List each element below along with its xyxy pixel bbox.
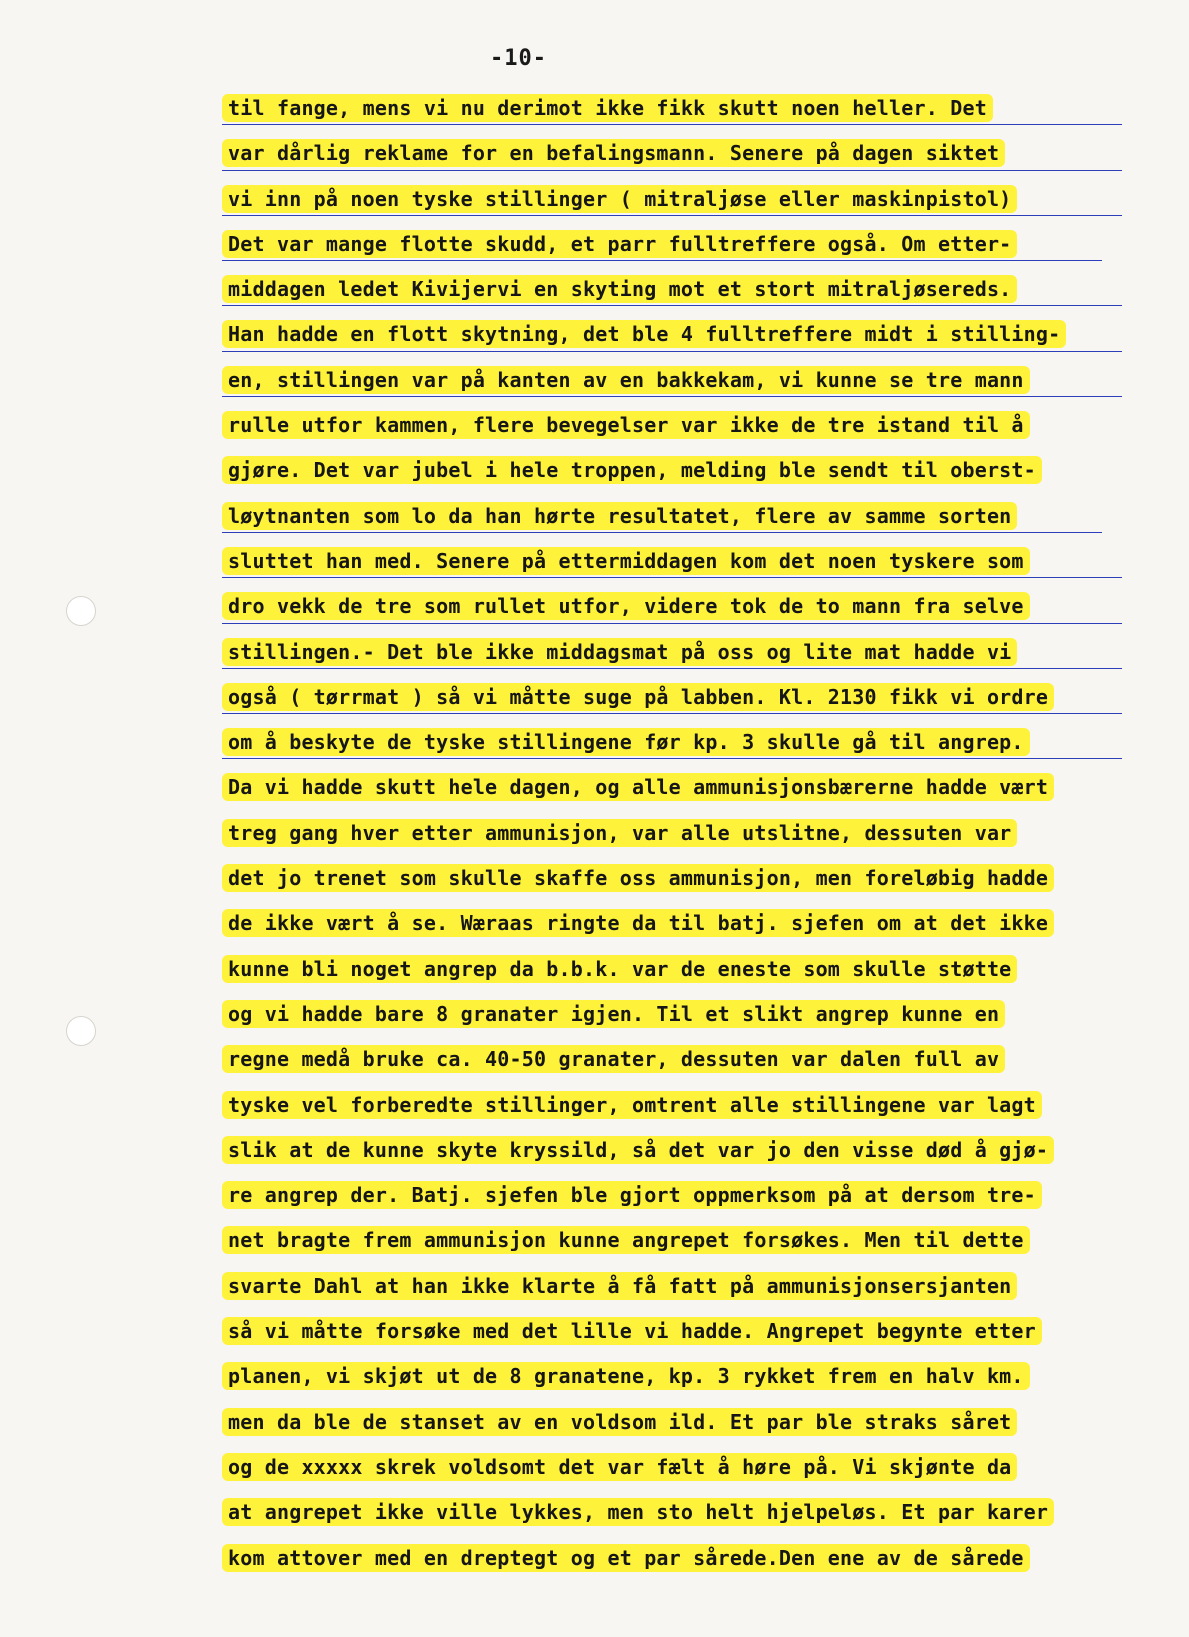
- text-line: Da vi hadde skutt hele dagen, og alle ammunisjonsbærerne hadde vært: [222, 765, 1162, 810]
- text-line: vi inn på noen tyske stillinger ( mitraljøse eller maskinpistol): [222, 177, 1162, 222]
- typed-text-body: [222, 86, 1162, 1581]
- text-line: dro vekk de tre som rullet utfor, videre tok de to mann fra selve: [222, 584, 1162, 629]
- text-line: planen, vi skjøt ut de 8 granatene, kp. 3 rykket frem en halv km.: [222, 1354, 1162, 1399]
- text-line: treg gang hver etter ammunisjon, var alle utslitne, dessuten var: [222, 811, 1162, 856]
- text-line: svarte Dahl at han ikke klarte å få fatt på ammunisjonsersjanten: [222, 1264, 1162, 1309]
- text-line: også ( tørrmat ) så vi måtte suge på labben. Kl. 2130 fikk vi ordre: [222, 675, 1162, 720]
- text-line: men da ble de stanset av en voldsom ild. Et par ble straks såret: [222, 1400, 1162, 1445]
- text-line: net bragte frem ammunisjon kunne angrepet forsøkes. Men til dette: [222, 1218, 1162, 1263]
- text-line: kunne bli noget angrep da b.b.k. var de eneste som skulle støtte: [222, 947, 1162, 992]
- text-line: regne medå bruke ca. 40-50 granater, dessuten var dalen full av: [222, 1037, 1162, 1082]
- text-line: Han hadde en flott skytning, det ble 4 fulltreffere midt i stilling-: [222, 312, 1162, 357]
- text-line: en, stillingen var på kanten av en bakkekam, vi kunne se tre mann: [222, 358, 1162, 403]
- text-line: re angrep der. Batj. sjefen ble gjort oppmerksom på at dersom tre-: [222, 1173, 1162, 1218]
- text-line: at angrepet ikke ville lykkes, men sto helt hjelpeløs. Et par karer: [222, 1490, 1162, 1535]
- punch-hole-top: [66, 596, 96, 626]
- text-line: tyske vel forberedte stillinger, omtrent alle stillingene var lagt: [222, 1083, 1162, 1128]
- text-line: det jo trenet som skulle skaffe oss ammunisjon, men foreløbig hadde: [222, 856, 1162, 901]
- text-line: rulle utfor kammen, flere bevegelser var ikke de tre istand til å: [222, 403, 1162, 448]
- text-line: gjøre. Det var jubel i hele troppen, melding ble sendt til oberst-: [222, 448, 1162, 493]
- text-line: Det var mange flotte skudd, et parr fulltreffere også. Om etter-: [222, 222, 1162, 267]
- page-number: -10-: [490, 46, 547, 71]
- text-line: om å beskyte de tyske stillingene før kp. 3 skulle gå til angrep.: [222, 720, 1162, 765]
- text-line: middagen ledet Kivijervi en skyting mot et stort mitraljøsereds.: [222, 267, 1162, 312]
- text-line: og de xxxxx skrek voldsomt det var fælt å høre på. Vi skjønte da: [222, 1445, 1162, 1490]
- text-line: løytnanten som lo da han hørte resultatet, flere av samme sorten: [222, 494, 1162, 539]
- text-line: stillingen.- Det ble ikke middagsmat på oss og lite mat hadde vi: [222, 630, 1162, 675]
- text-line: så vi måtte forsøke med det lille vi hadde. Angrepet begynte etter: [222, 1309, 1162, 1354]
- text-line: kom attover med en dreptegt og et par sårede.Den ene av de sårede: [222, 1536, 1162, 1581]
- text-line: var dårlig reklame for en befalingsmann. Senere på dagen siktet: [222, 131, 1162, 176]
- punch-hole-bottom: [66, 1016, 96, 1046]
- text-line: sluttet han med. Senere på ettermiddagen kom det noen tyskere som: [222, 539, 1162, 584]
- text-line: til fange, mens vi nu derimot ikke fikk skutt noen heller. Det: [222, 86, 1162, 131]
- text-line: slik at de kunne skyte kryssild, så det var jo den visse død å gjø-: [222, 1128, 1162, 1173]
- text-line: og vi hadde bare 8 granater igjen. Til et slikt angrep kunne en: [222, 992, 1162, 1037]
- text-line: de ikke vært å se. Wæraas ringte da til batj. sjefen om at det ikke: [222, 901, 1162, 946]
